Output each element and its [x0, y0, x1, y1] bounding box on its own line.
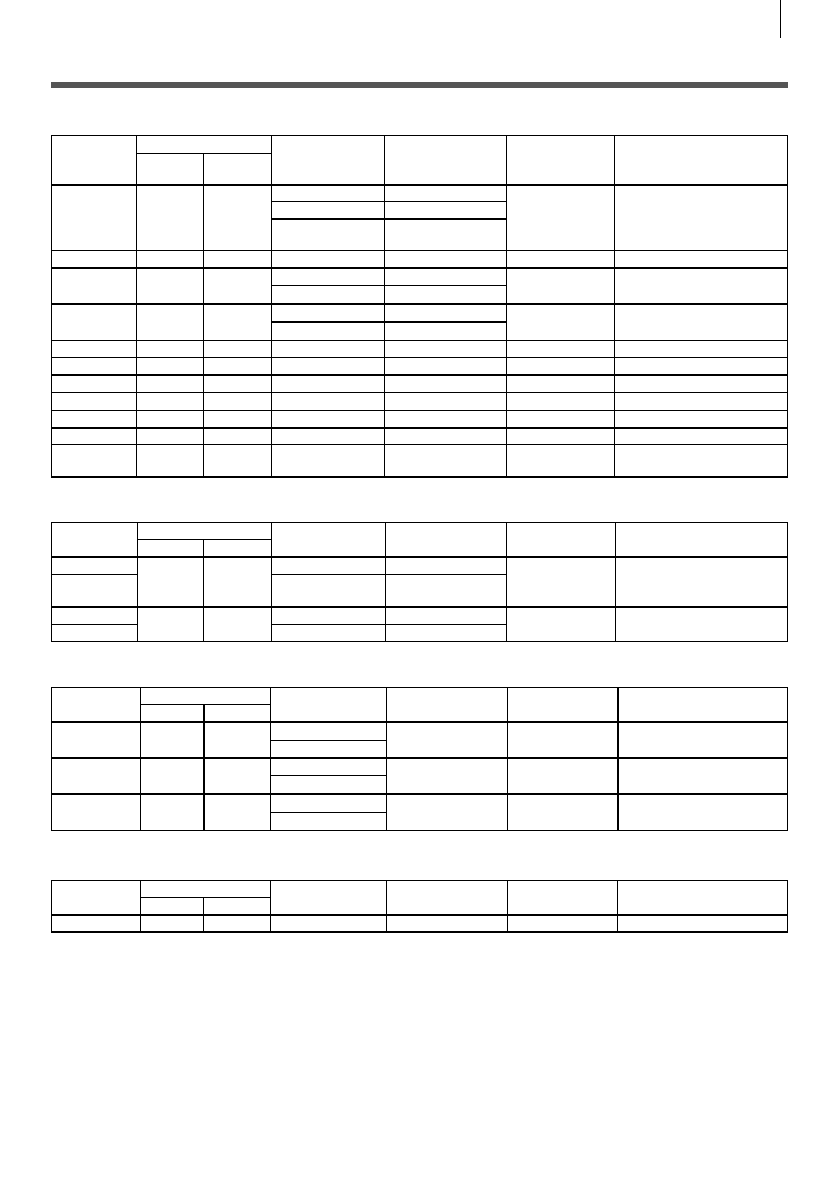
table-rule — [617, 880, 618, 932]
table-rule — [51, 931, 788, 933]
table-rule — [51, 374, 788, 376]
table-rule — [386, 687, 387, 831]
table-rule — [507, 687, 508, 831]
table-rule — [51, 522, 788, 523]
table-rule — [271, 268, 272, 478]
table-rule — [51, 624, 137, 625]
table-rule — [787, 522, 788, 642]
table-rule — [51, 830, 788, 831]
table-rule — [51, 687, 52, 831]
table-rule — [506, 135, 507, 185]
table-rule — [271, 218, 506, 220]
table-rule — [203, 153, 204, 185]
table-rule — [506, 522, 507, 642]
table-rule — [51, 574, 137, 575]
table-rule — [384, 185, 385, 268]
table-rule — [614, 268, 615, 478]
table-rule — [203, 704, 205, 831]
table-rule — [270, 812, 386, 813]
table-rule — [51, 914, 788, 916]
table-rule — [51, 340, 788, 341]
table-rule — [614, 135, 615, 185]
table-rule — [271, 285, 506, 286]
table-rule — [137, 522, 138, 642]
table-rule — [787, 880, 788, 932]
table-rule — [271, 574, 506, 575]
table-rule — [51, 184, 788, 186]
table-rule — [614, 185, 615, 268]
table-rule — [270, 687, 271, 831]
table-rule — [386, 880, 387, 932]
table-rule — [51, 721, 788, 723]
table-rule — [140, 704, 270, 705]
table-rule — [51, 427, 788, 429]
table-rule — [203, 268, 204, 478]
table-rule — [51, 880, 788, 881]
table-rule — [203, 185, 204, 268]
table-rule — [51, 267, 788, 269]
table-rule — [203, 539, 204, 642]
table-rule — [506, 185, 507, 268]
table-rule — [271, 185, 272, 268]
table-rule — [51, 606, 788, 608]
table-rule — [270, 775, 386, 776]
table-rule — [137, 539, 271, 540]
header-rule — [51, 82, 788, 88]
table-rule — [51, 757, 788, 759]
table-rule — [384, 268, 385, 478]
table-rule — [51, 135, 788, 136]
table-rule — [51, 880, 52, 932]
table-rule — [140, 880, 141, 932]
table-rule — [51, 793, 788, 795]
table-rule — [506, 268, 507, 478]
crop-mark — [780, 0, 781, 38]
table-rule — [51, 556, 788, 558]
table-rule — [51, 641, 788, 642]
table-rule — [51, 392, 788, 393]
table-rule — [384, 135, 385, 185]
table-rule — [51, 303, 788, 305]
table-rule — [136, 268, 137, 478]
table-rule — [51, 476, 788, 478]
table-rule — [270, 880, 271, 932]
table-rule — [270, 740, 386, 741]
table-rule — [615, 522, 616, 642]
table-rule — [140, 687, 141, 831]
table-rule — [617, 687, 619, 831]
table-rule — [271, 624, 506, 625]
table-rule — [271, 135, 272, 185]
table-rule — [51, 410, 788, 411]
table-rule — [507, 880, 508, 932]
table-rule — [136, 135, 137, 185]
table-rule — [787, 687, 788, 831]
table-rule — [271, 321, 506, 323]
table-rule — [51, 250, 788, 251]
table-rule — [136, 185, 137, 268]
table-rule — [271, 201, 506, 202]
table-rule — [51, 444, 788, 445]
table-rule — [51, 357, 788, 358]
table-rule — [51, 687, 788, 688]
table-rule — [140, 897, 270, 898]
